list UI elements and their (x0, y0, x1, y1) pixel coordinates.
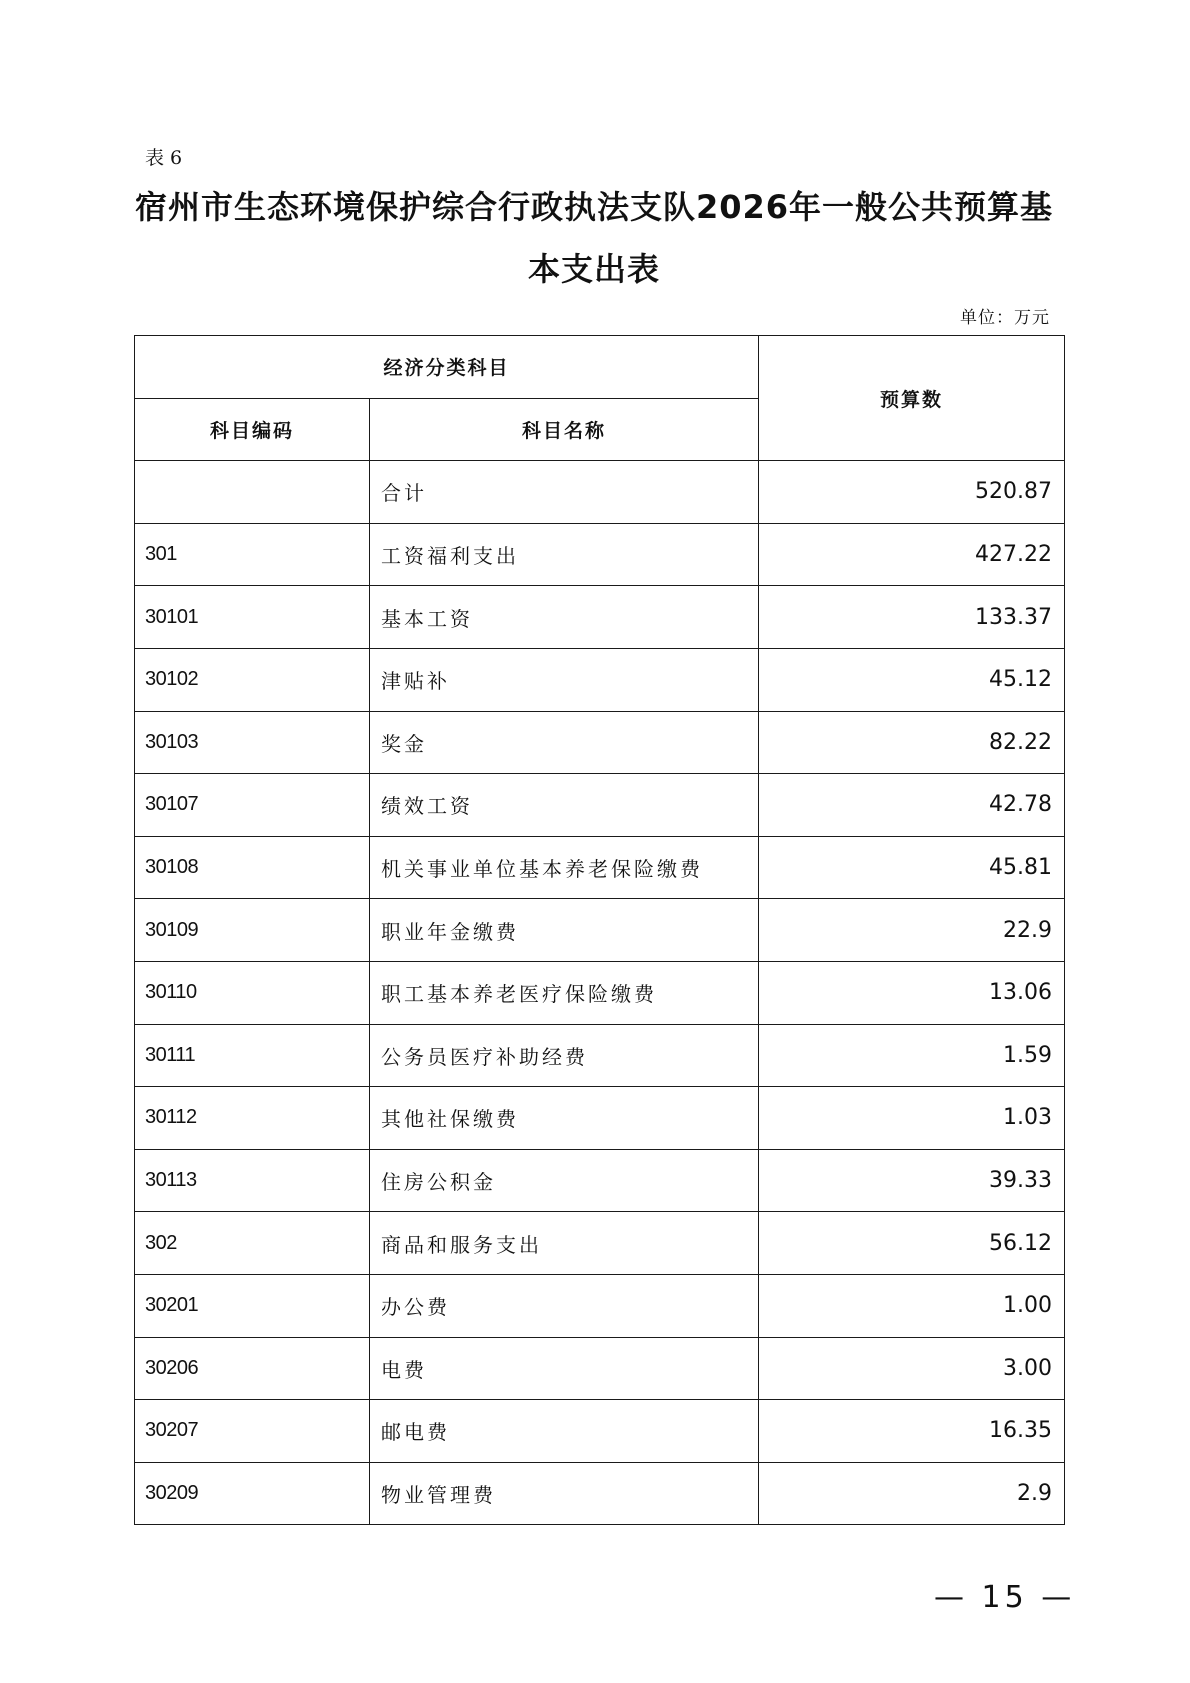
unit-label: 单位：万元 (960, 308, 1050, 328)
subject-code-cell: 30111 (135, 1024, 370, 1087)
subject-code-cell: 30107 (135, 774, 370, 837)
table-row (135, 961, 1065, 1024)
table-row (135, 899, 1065, 962)
subject-code-cell: 30207 (135, 1400, 370, 1463)
subject-code-cell: 30206 (135, 1337, 370, 1400)
subject-name-cell: 职业年金缴费 (370, 899, 759, 962)
subject-code-cell: 30112 (135, 1087, 370, 1150)
budget-amount-cell: 42.78 (759, 774, 1065, 837)
table-row (135, 836, 1065, 899)
budget-amount-cell: 133.37 (759, 586, 1065, 649)
subject-name-cell: 基本工资 (370, 586, 759, 649)
subject-name-cell: 职工基本养老医疗保险缴费 (370, 961, 759, 1024)
subject-name-cell: 工资福利支出 (370, 523, 759, 586)
subject-code-cell (135, 461, 370, 524)
subject-name-cell: 物业管理费 (370, 1462, 759, 1525)
table-row (135, 461, 1065, 524)
header-subject-code: 科目编码 (135, 398, 370, 461)
document-title-line2: 本支出表 (527, 250, 660, 288)
subject-name-cell: 津贴补 (370, 648, 759, 711)
table-row (135, 1149, 1065, 1212)
table-label: 表 6 (145, 147, 183, 169)
budget-amount-cell: 45.12 (759, 648, 1065, 711)
subject-name-cell: 奖金 (370, 711, 759, 774)
table-row (135, 586, 1065, 649)
table-row (135, 1337, 1065, 1400)
table-row (135, 648, 1065, 711)
budget-amount-cell: 13.06 (759, 961, 1065, 1024)
table-body (135, 461, 1065, 1525)
table-row (135, 1087, 1065, 1150)
subject-name-cell: 住房公积金 (370, 1149, 759, 1212)
subject-code-cell: 302 (135, 1212, 370, 1275)
budget-amount-cell: 39.33 (759, 1149, 1065, 1212)
budget-amount-cell: 45.81 (759, 836, 1065, 899)
subject-code-cell: 30113 (135, 1149, 370, 1212)
budget-amount-cell: 56.12 (759, 1212, 1065, 1275)
subject-code-cell: 30108 (135, 836, 370, 899)
subject-code-cell: 301 (135, 523, 370, 586)
subject-name-cell: 电费 (370, 1337, 759, 1400)
subject-code-cell: 30209 (135, 1462, 370, 1525)
subject-name-cell: 邮电费 (370, 1400, 759, 1463)
budget-amount-cell: 2.9 (759, 1462, 1065, 1525)
table-row (135, 1400, 1065, 1463)
subject-code-cell: 30102 (135, 648, 370, 711)
header-subject-name: 科目名称 (370, 398, 759, 461)
subject-name-cell: 其他社保缴费 (370, 1087, 759, 1150)
subject-name-cell: 商品和服务支出 (370, 1212, 759, 1275)
subject-code-cell: 30109 (135, 899, 370, 962)
subject-name-cell: 公务员医疗补助经费 (370, 1024, 759, 1087)
budget-amount-cell: 1.00 (759, 1274, 1065, 1337)
budget-amount-cell: 3.00 (759, 1337, 1065, 1400)
budget-amount-cell: 1.03 (759, 1087, 1065, 1150)
subject-name-cell: 机关事业单位基本养老保险缴费 (370, 836, 759, 899)
header-row-1 (135, 336, 1065, 399)
budget-table (134, 335, 1065, 1525)
document-title-line1: 宿州市生态环境保护综合行政执法支队2026年一般公共预算基 (134, 188, 1054, 226)
table-row (135, 1462, 1065, 1525)
subject-code-cell: 30201 (135, 1274, 370, 1337)
table-row (135, 1212, 1065, 1275)
table-row (135, 523, 1065, 586)
budget-amount-cell: 520.87 (759, 461, 1065, 524)
budget-amount-cell: 427.22 (759, 523, 1065, 586)
subject-name-cell: 办公费 (370, 1274, 759, 1337)
header-economic-category: 经济分类科目 (135, 336, 759, 399)
subject-code-cell: 30110 (135, 961, 370, 1024)
table-row (135, 774, 1065, 837)
subject-name-cell: 绩效工资 (370, 774, 759, 837)
subject-code-cell: 30101 (135, 586, 370, 649)
table-row (135, 1024, 1065, 1087)
budget-amount-cell: 16.35 (759, 1400, 1065, 1463)
page-number: — 15 — (934, 1580, 1076, 1615)
budget-amount-cell: 22.9 (759, 899, 1065, 962)
table-row (135, 1274, 1065, 1337)
table-row (135, 711, 1065, 774)
header-budget-amount: 预算数 (759, 336, 1065, 461)
subject-name-cell: 合计 (370, 461, 759, 524)
subject-code-cell: 30103 (135, 711, 370, 774)
budget-amount-cell: 82.22 (759, 711, 1065, 774)
budget-amount-cell: 1.59 (759, 1024, 1065, 1087)
